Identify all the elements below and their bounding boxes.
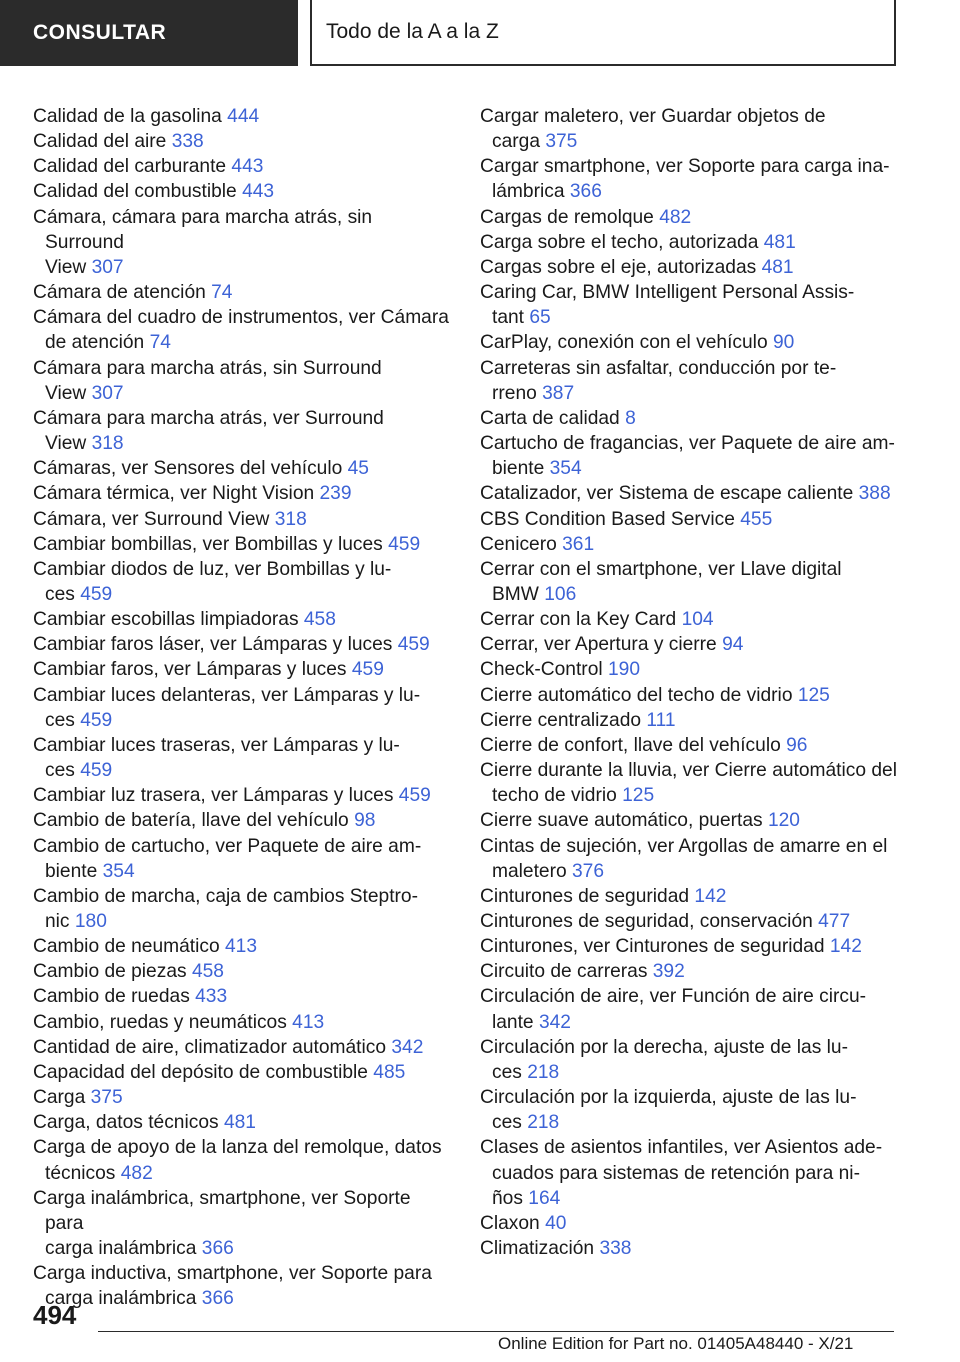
- index-entry-text: rreno: [492, 382, 537, 404]
- index-entry: [480, 1236, 900, 1261]
- page-reference-link[interactable]: 342: [391, 1036, 424, 1058]
- index-entry-text: Cierre suave automático, puertas: [480, 810, 763, 832]
- index-entry-text: Cintas de sujeción, ver Argollas de amarre en el: [480, 835, 888, 857]
- page-reference-link[interactable]: 307: [91, 382, 124, 404]
- index-entry-text: Cambio, ruedas y neumáticos: [33, 1011, 287, 1033]
- page-reference-link[interactable]: 458: [303, 609, 336, 631]
- page-reference-link[interactable]: 459: [351, 659, 384, 681]
- index-entry-text: carga inalámbrica: [45, 1288, 197, 1310]
- index-entry-text: Cámara de atención: [33, 282, 206, 304]
- page-reference-link[interactable]: 433: [195, 986, 228, 1008]
- index-entry-text: ces: [45, 760, 75, 782]
- index-entry-text: Clases de asientos infantiles, ver Asientos ade-: [480, 1137, 883, 1159]
- index-entry-text: Cinturones de seguridad, conservación: [480, 911, 813, 932]
- page-reference-link[interactable]: 98: [354, 810, 376, 832]
- page-number: 494: [33, 1300, 77, 1330]
- index-entry: [480, 205, 900, 230]
- index-entry-text: Check-Control: [480, 659, 603, 681]
- page-reference-link[interactable]: 387: [542, 382, 575, 404]
- index-entry-text: techo de vidrio: [492, 785, 617, 807]
- index-entry-text: carga: [492, 131, 540, 153]
- index-entry-text: biente: [492, 458, 545, 480]
- index-entry-text: Cámara, cámara para marcha atrás, sin Surround: [33, 206, 373, 253]
- index-entry: [33, 683, 453, 733]
- index-entry: [33, 1186, 453, 1261]
- index-entry-text: Calidad del aire: [33, 131, 167, 153]
- page-reference-link[interactable]: 481: [223, 1112, 256, 1134]
- page-reference-link[interactable]: 376: [572, 860, 605, 882]
- index-entry-text: Cambiar faros láser, ver Lámparas y luces: [33, 634, 393, 656]
- index-column-right: [480, 104, 900, 1261]
- index-entry-text: Cambio de neumático: [33, 936, 220, 958]
- index-entry: [480, 959, 900, 984]
- index-entry: [33, 129, 453, 154]
- page-reference-link[interactable]: 318: [91, 433, 124, 455]
- index-entry: [480, 909, 900, 934]
- page-reference-link[interactable]: 90: [772, 332, 795, 354]
- index-entry-text: Circulación por la izquierda, ajuste de las lu-: [480, 1087, 857, 1109]
- index-entry: [33, 104, 453, 129]
- index-entry-text: Cambio de ruedas: [33, 986, 190, 1008]
- index-entry: [480, 884, 900, 909]
- index-entry-text: BMW: [492, 583, 539, 605]
- page-reference-link[interactable]: 444: [227, 106, 260, 127]
- index-entry-text: View: [45, 382, 87, 404]
- index-entry-text: Cierre durante la lluvia, ver Cierre automático del: [480, 760, 897, 782]
- index-entry: [33, 1010, 453, 1035]
- index-entry: [33, 783, 453, 808]
- index-entry: [33, 607, 453, 632]
- page-reference-link[interactable]: 459: [80, 583, 113, 605]
- index-entry-text: Carga: [33, 1087, 86, 1109]
- index-entry: [33, 507, 453, 532]
- index-entry-text: Cerrar, ver Apertura y cierre: [480, 634, 717, 656]
- index-entry: [33, 984, 453, 1009]
- index-entry-text: carga inalámbrica: [45, 1238, 197, 1260]
- page-reference-link[interactable]: 106: [544, 583, 577, 605]
- index-entry: [33, 934, 453, 959]
- page-reference-link[interactable]: 375: [90, 1087, 123, 1109]
- section-tab: [0, 0, 298, 66]
- index-entry-text: Cierre de confort, llave del vehículo: [480, 734, 781, 756]
- index-entry-text: Calidad de la gasolina: [33, 106, 222, 127]
- page-reference-link[interactable]: 218: [527, 1112, 560, 1134]
- index-entry-text: Carga, datos técnicos: [33, 1112, 219, 1134]
- page-reference-link[interactable]: 8: [625, 407, 636, 429]
- index-entry-text: Cambiar diodos de luz, ver Bombillas y lu-: [33, 558, 392, 580]
- page-reference-link[interactable]: 361: [562, 533, 595, 555]
- page-reference-link[interactable]: 74: [149, 332, 171, 354]
- page-reference-link[interactable]: 413: [225, 936, 258, 958]
- index-entry-text: Caring Car, BMW Intelligent Personal Assis-: [480, 282, 855, 304]
- page-reference-link[interactable]: 307: [91, 256, 124, 278]
- index-entry-text: Cierre centralizado: [480, 709, 642, 731]
- index-entry-text: Carreteras sin asfaltar, conducción por te-: [480, 357, 837, 379]
- index-entry-text: Calidad del combustible: [33, 181, 237, 203]
- index-entry: [33, 532, 453, 557]
- index-entry-text: Cenicero: [480, 533, 557, 555]
- index-entry-text: Cámaras, ver Sensores del vehículo: [33, 458, 343, 480]
- index-entry-text: técnicos: [45, 1162, 116, 1184]
- page-reference-link[interactable]: 375: [545, 131, 578, 153]
- page-reference-link[interactable]: 482: [120, 1162, 153, 1184]
- page-reference-link[interactable]: 413: [292, 1011, 325, 1033]
- index-entry: [33, 733, 453, 783]
- index-entry-text: lámbrica: [492, 181, 565, 203]
- page-reference-link[interactable]: 318: [274, 508, 307, 530]
- index-entry-text: Carga de apoyo de la lanza del remolque, datos: [33, 1137, 442, 1159]
- index-entry-text: Cambiar faros, ver Lámparas y luces: [33, 659, 347, 681]
- index-entry: [480, 984, 900, 1034]
- index-entry: [33, 179, 453, 204]
- index-entry-text: Circulación por la derecha, ajuste de las lu-: [480, 1036, 848, 1058]
- index-entry: [480, 758, 900, 808]
- index-entry: [480, 808, 900, 833]
- page-reference-link[interactable]: 111: [646, 709, 676, 731]
- page-reference-link[interactable]: 125: [622, 785, 655, 807]
- index-entry: [33, 657, 453, 682]
- index-entry-text: nic: [45, 911, 70, 932]
- page-reference-link[interactable]: 65: [529, 307, 551, 329]
- page-reference-link[interactable]: 180: [74, 911, 107, 932]
- page-reference-link[interactable]: 481: [761, 256, 794, 278]
- index-entry-text: Carta de calidad: [480, 407, 620, 429]
- index-entry-text: Cargas sobre el eje, autorizadas: [480, 256, 757, 278]
- index-entry-text: Carga inalámbrica, smartphone, ver Soporte para: [33, 1187, 411, 1234]
- index-entry-text: Cámara para marcha atrás, ver Surround: [33, 407, 384, 429]
- page-reference-link[interactable]: 218: [527, 1061, 560, 1083]
- index-entry-text: Cargar maletero, ver Guardar objetos de: [480, 106, 826, 127]
- index-entry-text: Cámara, ver Surround View: [33, 508, 270, 530]
- index-entry: [33, 1261, 453, 1311]
- index-entry: [480, 104, 900, 154]
- page-reference-link[interactable]: 354: [549, 458, 582, 480]
- index-entry-text: ces: [45, 709, 75, 731]
- page-reference-link[interactable]: 74: [211, 282, 233, 304]
- index-entry: [480, 431, 900, 481]
- index-entry: [33, 205, 453, 280]
- index-entry-text: Claxon: [480, 1212, 540, 1234]
- index-entry: [33, 632, 453, 657]
- index-entry-text: ces: [492, 1061, 522, 1083]
- page-reference-link[interactable]: 239: [319, 483, 352, 505]
- page-reference-link[interactable]: 45: [347, 458, 369, 480]
- section-title: CONSULTAR: [33, 21, 167, 44]
- index-entry: [480, 230, 900, 255]
- index-entry-text: Cinturones de seguridad: [480, 885, 690, 907]
- index-entry: [33, 1060, 453, 1085]
- index-entry-text: Capacidad del depósito de combustible: [33, 1061, 368, 1083]
- index-entry-text: Cambiar luces delanteras, ver Lámparas y lu-: [33, 684, 421, 706]
- page-reference-link[interactable]: 459: [80, 760, 113, 782]
- index-entry-text: Cargar smartphone, ver Soporte para carga ina-: [480, 156, 890, 178]
- index-entry-text: Cierre automático del techo de vidrio: [480, 684, 793, 706]
- index-entry: [33, 481, 453, 506]
- index-entry-text: View: [45, 433, 87, 455]
- page-reference-link[interactable]: 96: [786, 734, 808, 756]
- page-reference-link[interactable]: 477: [818, 911, 851, 932]
- index-entry-text: cuados para sistemas de retención para ni-: [492, 1162, 860, 1184]
- index-entry-text: Cambiar luces traseras, ver Lámparas y lu-: [33, 734, 400, 756]
- page-reference-link[interactable]: 164: [528, 1187, 561, 1209]
- chapter-title: Todo de la A a la Z: [326, 20, 499, 43]
- index-entry: [480, 255, 900, 280]
- page-reference-link[interactable]: 443: [231, 156, 264, 178]
- index-entry: [480, 934, 900, 959]
- index-entry: [480, 154, 900, 204]
- page-reference-link[interactable]: 338: [599, 1238, 632, 1260]
- index-entry-text: Cambiar luz trasera, ver Lámparas y luces: [33, 785, 394, 807]
- index-entry: [480, 733, 900, 758]
- index-entry-text: ces: [45, 583, 75, 605]
- index-entry-text: Cambiar escobillas limpiadoras: [33, 609, 299, 631]
- index-entry: [33, 280, 453, 305]
- index-entry: [33, 834, 453, 884]
- index-entry-text: Cerrar con la Key Card: [480, 609, 677, 631]
- index-entry: [480, 1035, 900, 1085]
- index-entry-text: Cambiar bombillas, ver Bombillas y luces: [33, 533, 383, 555]
- page-reference-link[interactable]: 455: [740, 508, 773, 530]
- index-entry-text: Cerrar con el smartphone, ver Llave digital: [480, 558, 842, 580]
- index-entry-text: ces: [492, 1112, 522, 1134]
- index-entry: [480, 557, 900, 607]
- index-entry: [480, 1085, 900, 1135]
- index-entry: [33, 305, 453, 355]
- page-reference-link[interactable]: 366: [201, 1238, 234, 1260]
- index-entry-text: Climatización: [480, 1238, 595, 1260]
- index-entry: [480, 1135, 900, 1210]
- index-entry-text: View: [45, 256, 87, 278]
- index-entry-text: Cámara para marcha atrás, sin Surround: [33, 357, 382, 379]
- page-reference-link[interactable]: 459: [80, 709, 113, 731]
- page-reference-link[interactable]: 40: [545, 1212, 567, 1234]
- index-entry: [33, 959, 453, 984]
- index-entry-text: tant: [492, 307, 525, 329]
- index-entry-text: Carga inductiva, smartphone, ver Soporte para: [33, 1263, 432, 1285]
- index-entry: [480, 280, 900, 330]
- index-entry-text: CarPlay, conexión con el vehículo: [480, 332, 768, 354]
- index-entry: [480, 607, 900, 632]
- index-column-left: [33, 104, 453, 1312]
- index-entry-text: Cartucho de fragancias, ver Paquete de aire am-: [480, 433, 895, 455]
- index-entry-text: ños: [492, 1187, 523, 1209]
- page-reference-link[interactable]: 142: [694, 885, 727, 907]
- index-entry-text: Catalizador, ver Sistema de escape caliente: [480, 483, 854, 505]
- index-entry-text: Carga sobre el techo, autorizada: [480, 231, 759, 253]
- page-reference-link[interactable]: 458: [191, 961, 224, 983]
- index-entry: [480, 834, 900, 884]
- index-entry-text: CBS Condition Based Service: [480, 508, 735, 530]
- index-entry: [33, 884, 453, 934]
- index-entry-text: Circulación de aire, ver Función de aire circu-: [480, 986, 867, 1008]
- page-reference-link[interactable]: 190: [607, 659, 640, 681]
- index-entry: [480, 657, 900, 682]
- index-entry: [33, 1035, 453, 1060]
- index-entry-text: maletero: [492, 860, 567, 882]
- index-entry: [480, 632, 900, 657]
- index-entry: [33, 154, 453, 179]
- index-entry-text: Cinturones, ver Cinturones de seguridad: [480, 936, 825, 958]
- page-reference-link[interactable]: 443: [242, 181, 275, 203]
- index-entry: [33, 456, 453, 481]
- page-reference-link[interactable]: 104: [681, 609, 714, 631]
- page-reference-link[interactable]: 459: [388, 533, 421, 555]
- index-entry-text: Cámara térmica, ver Night Vision: [33, 483, 315, 505]
- page-reference-link[interactable]: 485: [373, 1061, 406, 1083]
- index-entry: [33, 1135, 453, 1185]
- page-reference-link[interactable]: 354: [102, 860, 135, 882]
- page-reference-link[interactable]: 142: [829, 936, 862, 958]
- index-entry-text: Cámara del cuadro de instrumentos, ver Cámara: [33, 307, 449, 329]
- index-entry-text: Cargas de remolque: [480, 206, 654, 228]
- index-entry: [480, 406, 900, 431]
- footer-edition: Online Edition for Part no. 01405A48440 - X/21: [498, 1334, 854, 1353]
- index-entry: [33, 1085, 453, 1110]
- page-reference-link[interactable]: 338: [171, 131, 204, 153]
- page-reference-link[interactable]: 482: [659, 206, 692, 228]
- page-reference-link[interactable]: 388: [858, 483, 891, 505]
- index-entry: [33, 1110, 453, 1135]
- index-entry: [33, 356, 453, 406]
- index-entry-text: lante: [492, 1011, 534, 1033]
- page-reference-link[interactable]: 481: [763, 231, 796, 253]
- index-entry-text: Calidad del carburante: [33, 156, 227, 178]
- index-entry-text: Cambio de piezas: [33, 961, 187, 983]
- page-reference-link[interactable]: 120: [767, 810, 800, 832]
- chapter-tab: [310, 0, 896, 66]
- page-reference-link[interactable]: 459: [398, 785, 431, 807]
- page-reference-link[interactable]: 366: [569, 181, 602, 203]
- index-entry-text: Cambio de cartucho, ver Paquete de aire am-: [33, 835, 422, 857]
- index-entry: [480, 330, 900, 355]
- index-entry: [480, 481, 900, 506]
- page-reference-link[interactable]: 125: [797, 684, 830, 706]
- index-entry-text: biente: [45, 860, 98, 882]
- index-entry-text: Cantidad de aire, climatizador automático: [33, 1036, 387, 1058]
- page-reference-link[interactable]: 342: [538, 1011, 571, 1033]
- index-entry: [480, 356, 900, 406]
- index-entry: [480, 532, 900, 557]
- index-entry-text: Cambio de marcha, caja de cambios Steptro-: [33, 885, 418, 907]
- index-entry: [480, 507, 900, 532]
- index-entry-text: Circuito de carreras: [480, 961, 648, 983]
- index-entry-text: de atención: [45, 332, 145, 354]
- index-entry: [33, 557, 453, 607]
- index-entry: [480, 708, 900, 733]
- index-entry: [480, 1211, 900, 1236]
- page-reference-link[interactable]: 459: [397, 634, 430, 656]
- footer-divider: [98, 1331, 894, 1332]
- page-reference-link[interactable]: 366: [201, 1288, 234, 1310]
- page-reference-link[interactable]: 94: [722, 634, 744, 656]
- index-entry-text: Cambio de batería, llave del vehículo: [33, 810, 349, 832]
- index-entry: [33, 406, 453, 456]
- page-reference-link[interactable]: 392: [652, 961, 685, 983]
- index-entry: [33, 808, 453, 833]
- index-entry: [480, 683, 900, 708]
